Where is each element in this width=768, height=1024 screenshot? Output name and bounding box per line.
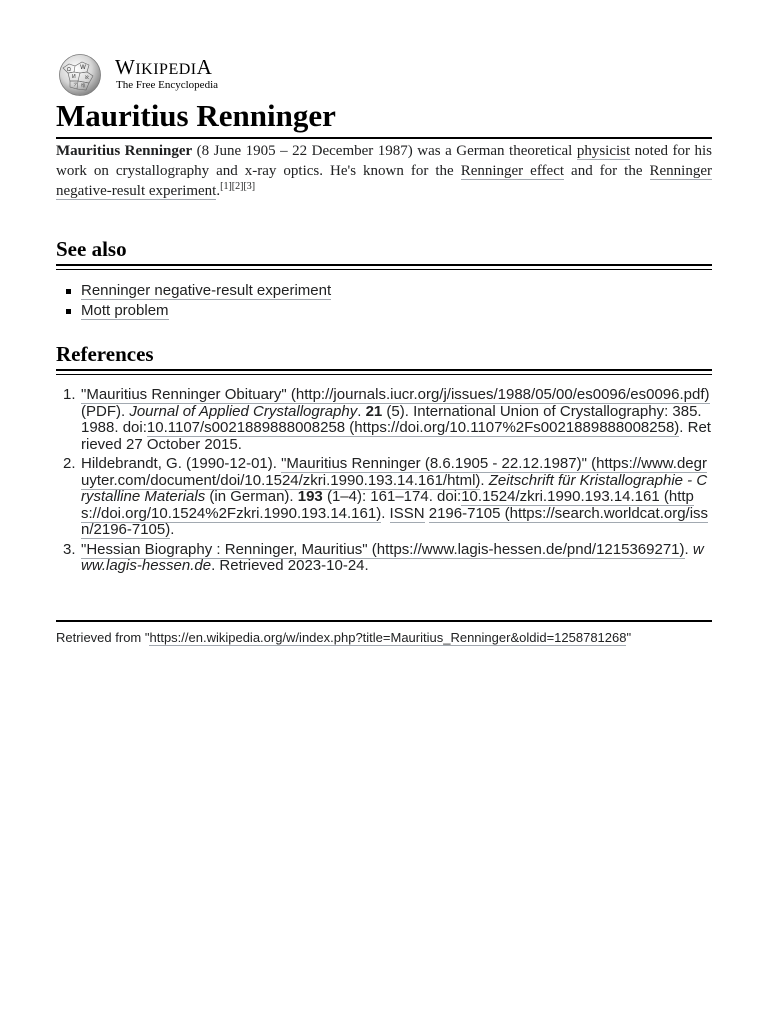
see-also-link[interactable]: Mott problem [81, 302, 169, 319]
wikipedia-globe-icon [56, 54, 106, 98]
reference-number: 3. [63, 540, 76, 558]
reference-number: 2. [63, 455, 76, 472]
wikipedia-wordmark: WIKIPEDIA [115, 55, 213, 79]
page-title: Mauritius Renninger [56, 97, 712, 139]
globe-glyph: W [80, 64, 86, 71]
reference-link[interactable]: "Mauritius Renninger (8.6.1905 - 22.12.1987)" (https://www.degruyter.com/document/doi/10.1524/zkri.1990.193.14.161/html) [81, 455, 707, 489]
footer-divider [56, 620, 712, 622]
citations [220, 181, 255, 192]
reference-item: 2. Hildebrandt, G. (1990-12-01). "Mauritius Renninger (8.6.1905 - 22.12.1987)" (https://www.degruyter.com/document/doi/10.1524/zkri.1990.193.14.161/html). Zeitschrift für Kristallographie - Crystalline Materials (in German). 193 (1–4): 161–174. doi:10.1524/zkri.1990.193.14.161 (https://doi.org/10.1524%2Fzkri.1990.193.14.161). ISSN 2196-7105 (https://search.worldcat.org/issn/2196-7105). [63, 455, 709, 538]
globe-glyph: ア [73, 83, 78, 88]
wikipedia-tagline: The Free Encyclopedia [116, 79, 219, 91]
journal-name: Zeitschrift für Kristallographie - Crystalline Materials [81, 471, 708, 505]
list-item [56, 281, 331, 301]
link-renninger-experiment[interactable]: Renninger negative-result experiment [56, 163, 712, 199]
volume: 21 [365, 402, 383, 420]
subject-name: Mauritius Renninger [56, 143, 193, 159]
globe-glyph: ℵ [85, 75, 89, 81]
link-renninger-effect[interactable]: Renninger effect [460, 163, 565, 179]
globe-glyph: 维 [81, 84, 86, 89]
globe-glyph: И [72, 74, 76, 80]
retrieved-from: Retrieved from "https://en.wikipedia.org/w/index.php?title=Mauritius_Renninger&oldid=1258781268" [56, 630, 632, 645]
citation-1[interactable]: [1] [220, 181, 232, 192]
lead-paragraph: Mauritius Renninger (8 June 1905 – 22 December 1987) was a German theoretical physicist noted for his work on crystallography and x-ray optics. He's known for the Renninger effect and for the Renninger negative-result experiment.[1][2][3] [56, 143, 712, 199]
link-physicist[interactable]: physicist [576, 143, 631, 159]
issn-link[interactable]: ISSN [389, 504, 425, 522]
volume: 193 [297, 488, 323, 505]
citation-2[interactable]: [2] [231, 181, 244, 192]
see-also-list [56, 281, 331, 321]
journal-name: Journal of Applied Crystallography [129, 402, 358, 420]
reference-item: 1. "Mauritius Renninger Obituary" (http://journals.iucr.org/j/issues/1988/05/00/es0096/es0096.pdf) (PDF). Journal of Applied Crystallography. 21 (5). International Union of Crystallography: 385. 1988. doi:10.1107/s0021889888008258 (https://doi.org/10.1107%2Fs0021889888008258). Retrieved 27 October 2015. [63, 386, 711, 453]
website-name: www.lagis-hessen.de [81, 540, 704, 574]
list-item [56, 301, 331, 321]
doi-link[interactable]: 10.1107/s0021889888008258 (https://doi.org/10.1107%2Fs0021889888008258) [146, 419, 680, 436]
permanent-link[interactable]: https://en.wikipedia.org/w/index.php?title=Mauritius_Renninger&oldid=1258781268 [149, 630, 627, 645]
reference-number: 1. [63, 386, 76, 403]
wikipedia-logo[interactable] [56, 54, 256, 98]
see-also-heading: See also [56, 236, 712, 266]
issn-value-link[interactable]: 2196-7105 (https://search.worldcat.org/issn/2196-7105) [81, 504, 709, 538]
globe-glyph: Ω [67, 67, 71, 73]
references-heading: References [56, 341, 712, 371]
reference-link[interactable]: "Hessian Biography : Renninger, Mauritius" (https://www.lagis-hessen.de/pnd/1215369271) [81, 540, 685, 558]
reference-link[interactable]: "Mauritius Renninger Obituary" (http://journals.iucr.org/j/issues/1988/05/00/es0096/es0096.pdf) [81, 386, 710, 403]
see-also-link[interactable]: Renninger negative-result experiment [81, 282, 332, 299]
reference-item: 3. "Hessian Biography : Renninger, Mauritius" (https://www.lagis-hessen.de/pnd/1215369271). www.lagis-hessen.de. Retrieved 2023-10-24. [63, 540, 704, 574]
references-list [56, 387, 712, 578]
doi-link[interactable]: 10.1524/zkri.1990.193.14.161 (https://doi.org/10.1524%2Fzkri.1990.193.14.161) [81, 488, 694, 522]
citation-3[interactable]: [3] [243, 181, 256, 192]
